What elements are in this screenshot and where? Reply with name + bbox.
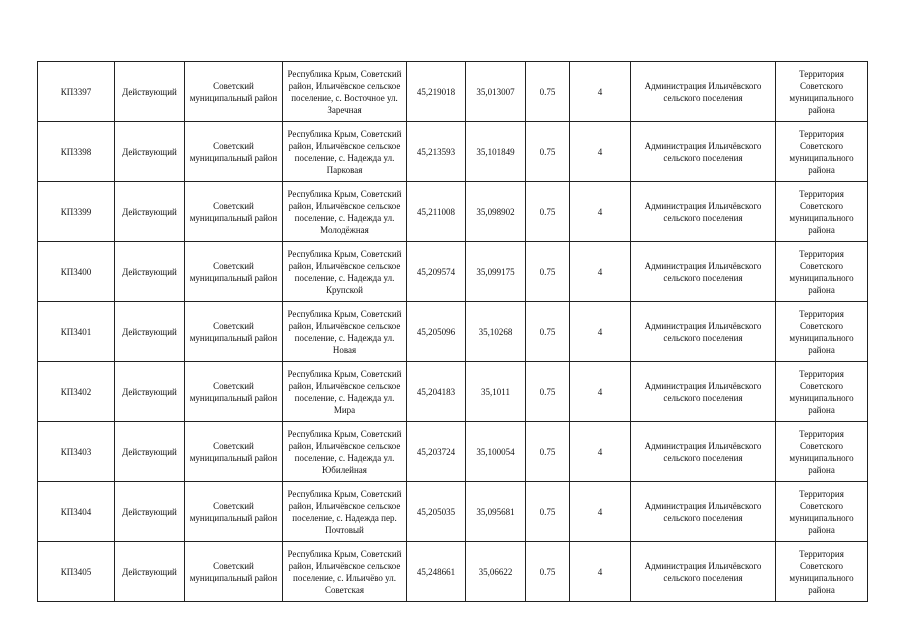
- latitude-cell: 45,203724: [407, 422, 466, 482]
- service-territory-cell: Территория Советского муниципального района: [776, 182, 868, 242]
- address-cell: Республика Крым, Советский район, Ильичёвское сельское поселение, с. Надежда ул. Молодёжная: [283, 182, 407, 242]
- service-territory-cell: Территория Советского муниципального района: [776, 542, 868, 602]
- point-code-cell: КП3403: [38, 422, 115, 482]
- longitude-cell: 35,06622: [466, 542, 526, 602]
- longitude-cell: 35,101849: [466, 122, 526, 182]
- status-cell: Действующий: [115, 62, 185, 122]
- longitude-cell: 35,098902: [466, 182, 526, 242]
- address-cell: Республика Крым, Советский район, Ильичёвское сельское поселение, с. Надежда ул. Новая: [283, 302, 407, 362]
- owner-cell: Администрация Ильичёвского сельского поселения: [631, 422, 776, 482]
- owner-cell: Администрация Ильичёвского сельского поселения: [631, 62, 776, 122]
- latitude-cell: 45,248661: [407, 542, 466, 602]
- service-territory-cell: Территория Советского муниципального района: [776, 302, 868, 362]
- collection-points-table: [37, 61, 868, 602]
- container-count-cell: 4: [570, 362, 631, 422]
- table-row: [38, 422, 868, 482]
- owner-cell: Администрация Ильичёвского сельского поселения: [631, 122, 776, 182]
- service-territory-cell: Территория Советского муниципального района: [776, 422, 868, 482]
- point-code-cell: КП3402: [38, 362, 115, 422]
- service-territory-cell: Территория Советского муниципального района: [776, 482, 868, 542]
- status-cell: Действующий: [115, 362, 185, 422]
- point-code-cell: КП3404: [38, 482, 115, 542]
- container-volume-cell: 0.75: [526, 302, 570, 362]
- container-count-cell: 4: [570, 482, 631, 542]
- longitude-cell: 35,1011: [466, 362, 526, 422]
- service-territory-cell: Территория Советского муниципального района: [776, 242, 868, 302]
- container-volume-cell: 0.75: [526, 422, 570, 482]
- service-territory-cell: Территория Советского муниципального района: [776, 62, 868, 122]
- municipality-cell: Советский муниципальный район: [185, 122, 283, 182]
- container-count-cell: 4: [570, 422, 631, 482]
- owner-cell: Администрация Ильичёвского сельского поселения: [631, 362, 776, 422]
- container-volume-cell: 0.75: [526, 122, 570, 182]
- table-body: [38, 62, 868, 602]
- address-cell: Республика Крым, Советский район, Ильичёвское сельское поселение, с. Ильичёво ул. Советская: [283, 542, 407, 602]
- container-volume-cell: 0.75: [526, 242, 570, 302]
- longitude-cell: 35,10268: [466, 302, 526, 362]
- service-territory-cell: Территория Советского муниципального района: [776, 362, 868, 422]
- service-territory-cell: Территория Советского муниципального района: [776, 122, 868, 182]
- longitude-cell: 35,100054: [466, 422, 526, 482]
- municipality-cell: Советский муниципальный район: [185, 302, 283, 362]
- address-cell: Республика Крым, Советский район, Ильичёвское сельское поселение, с. Надежда ул. Юбилейная: [283, 422, 407, 482]
- container-count-cell: 4: [570, 302, 631, 362]
- latitude-cell: 45,205035: [407, 482, 466, 542]
- longitude-cell: 35,099175: [466, 242, 526, 302]
- owner-cell: Администрация Ильичёвского сельского поселения: [631, 542, 776, 602]
- owner-cell: Администрация Ильичёвского сельского поселения: [631, 242, 776, 302]
- point-code-cell: КП3405: [38, 542, 115, 602]
- container-count-cell: 4: [570, 542, 631, 602]
- latitude-cell: 45,204183: [407, 362, 466, 422]
- owner-cell: Администрация Ильичёвского сельского поселения: [631, 302, 776, 362]
- container-count-cell: 4: [570, 122, 631, 182]
- owner-cell: Администрация Ильичёвского сельского поселения: [631, 182, 776, 242]
- container-count-cell: 4: [570, 182, 631, 242]
- municipality-cell: Советский муниципальный район: [185, 362, 283, 422]
- table-row: [38, 122, 868, 182]
- address-cell: Республика Крым, Советский район, Ильичёвское сельское поселение, с. Надежда пер. Почтовый: [283, 482, 407, 542]
- status-cell: Действующий: [115, 422, 185, 482]
- table-row: [38, 182, 868, 242]
- address-cell: Республика Крым, Советский район, Ильичёвское сельское поселение, с. Восточное ул. Заречная: [283, 62, 407, 122]
- municipality-cell: Советский муниципальный район: [185, 242, 283, 302]
- table-row: [38, 362, 868, 422]
- container-count-cell: 4: [570, 242, 631, 302]
- container-count-cell: 4: [570, 62, 631, 122]
- municipality-cell: Советский муниципальный район: [185, 62, 283, 122]
- point-code-cell: КП3401: [38, 302, 115, 362]
- status-cell: Действующий: [115, 542, 185, 602]
- table-row: [38, 242, 868, 302]
- latitude-cell: 45,209574: [407, 242, 466, 302]
- point-code-cell: КП3398: [38, 122, 115, 182]
- table-row: [38, 302, 868, 362]
- point-code-cell: КП3400: [38, 242, 115, 302]
- longitude-cell: 35,095681: [466, 482, 526, 542]
- table-row: [38, 482, 868, 542]
- address-cell: Республика Крым, Советский район, Ильичёвское сельское поселение, с. Надежда ул. Парковая: [283, 122, 407, 182]
- municipality-cell: Советский муниципальный район: [185, 182, 283, 242]
- latitude-cell: 45,219018: [407, 62, 466, 122]
- municipality-cell: Советский муниципальный район: [185, 542, 283, 602]
- table-row: [38, 542, 868, 602]
- container-volume-cell: 0.75: [526, 182, 570, 242]
- status-cell: Действующий: [115, 122, 185, 182]
- latitude-cell: 45,213593: [407, 122, 466, 182]
- status-cell: Действующий: [115, 302, 185, 362]
- container-volume-cell: 0.75: [526, 482, 570, 542]
- municipality-cell: Советский муниципальный район: [185, 482, 283, 542]
- latitude-cell: 45,205096: [407, 302, 466, 362]
- container-volume-cell: 0.75: [526, 62, 570, 122]
- status-cell: Действующий: [115, 182, 185, 242]
- address-cell: Республика Крым, Советский район, Ильичёвское сельское поселение, с. Надежда ул. Крупской: [283, 242, 407, 302]
- owner-cell: Администрация Ильичёвского сельского поселения: [631, 482, 776, 542]
- status-cell: Действующий: [115, 482, 185, 542]
- point-code-cell: КП3397: [38, 62, 115, 122]
- latitude-cell: 45,211008: [407, 182, 466, 242]
- municipality-cell: Советский муниципальный район: [185, 422, 283, 482]
- longitude-cell: 35,013007: [466, 62, 526, 122]
- status-cell: Действующий: [115, 242, 185, 302]
- container-volume-cell: 0.75: [526, 542, 570, 602]
- point-code-cell: КП3399: [38, 182, 115, 242]
- container-volume-cell: 0.75: [526, 362, 570, 422]
- table-row: [38, 62, 868, 122]
- address-cell: Республика Крым, Советский район, Ильичёвское сельское поселение, с. Надежда ул. Мира: [283, 362, 407, 422]
